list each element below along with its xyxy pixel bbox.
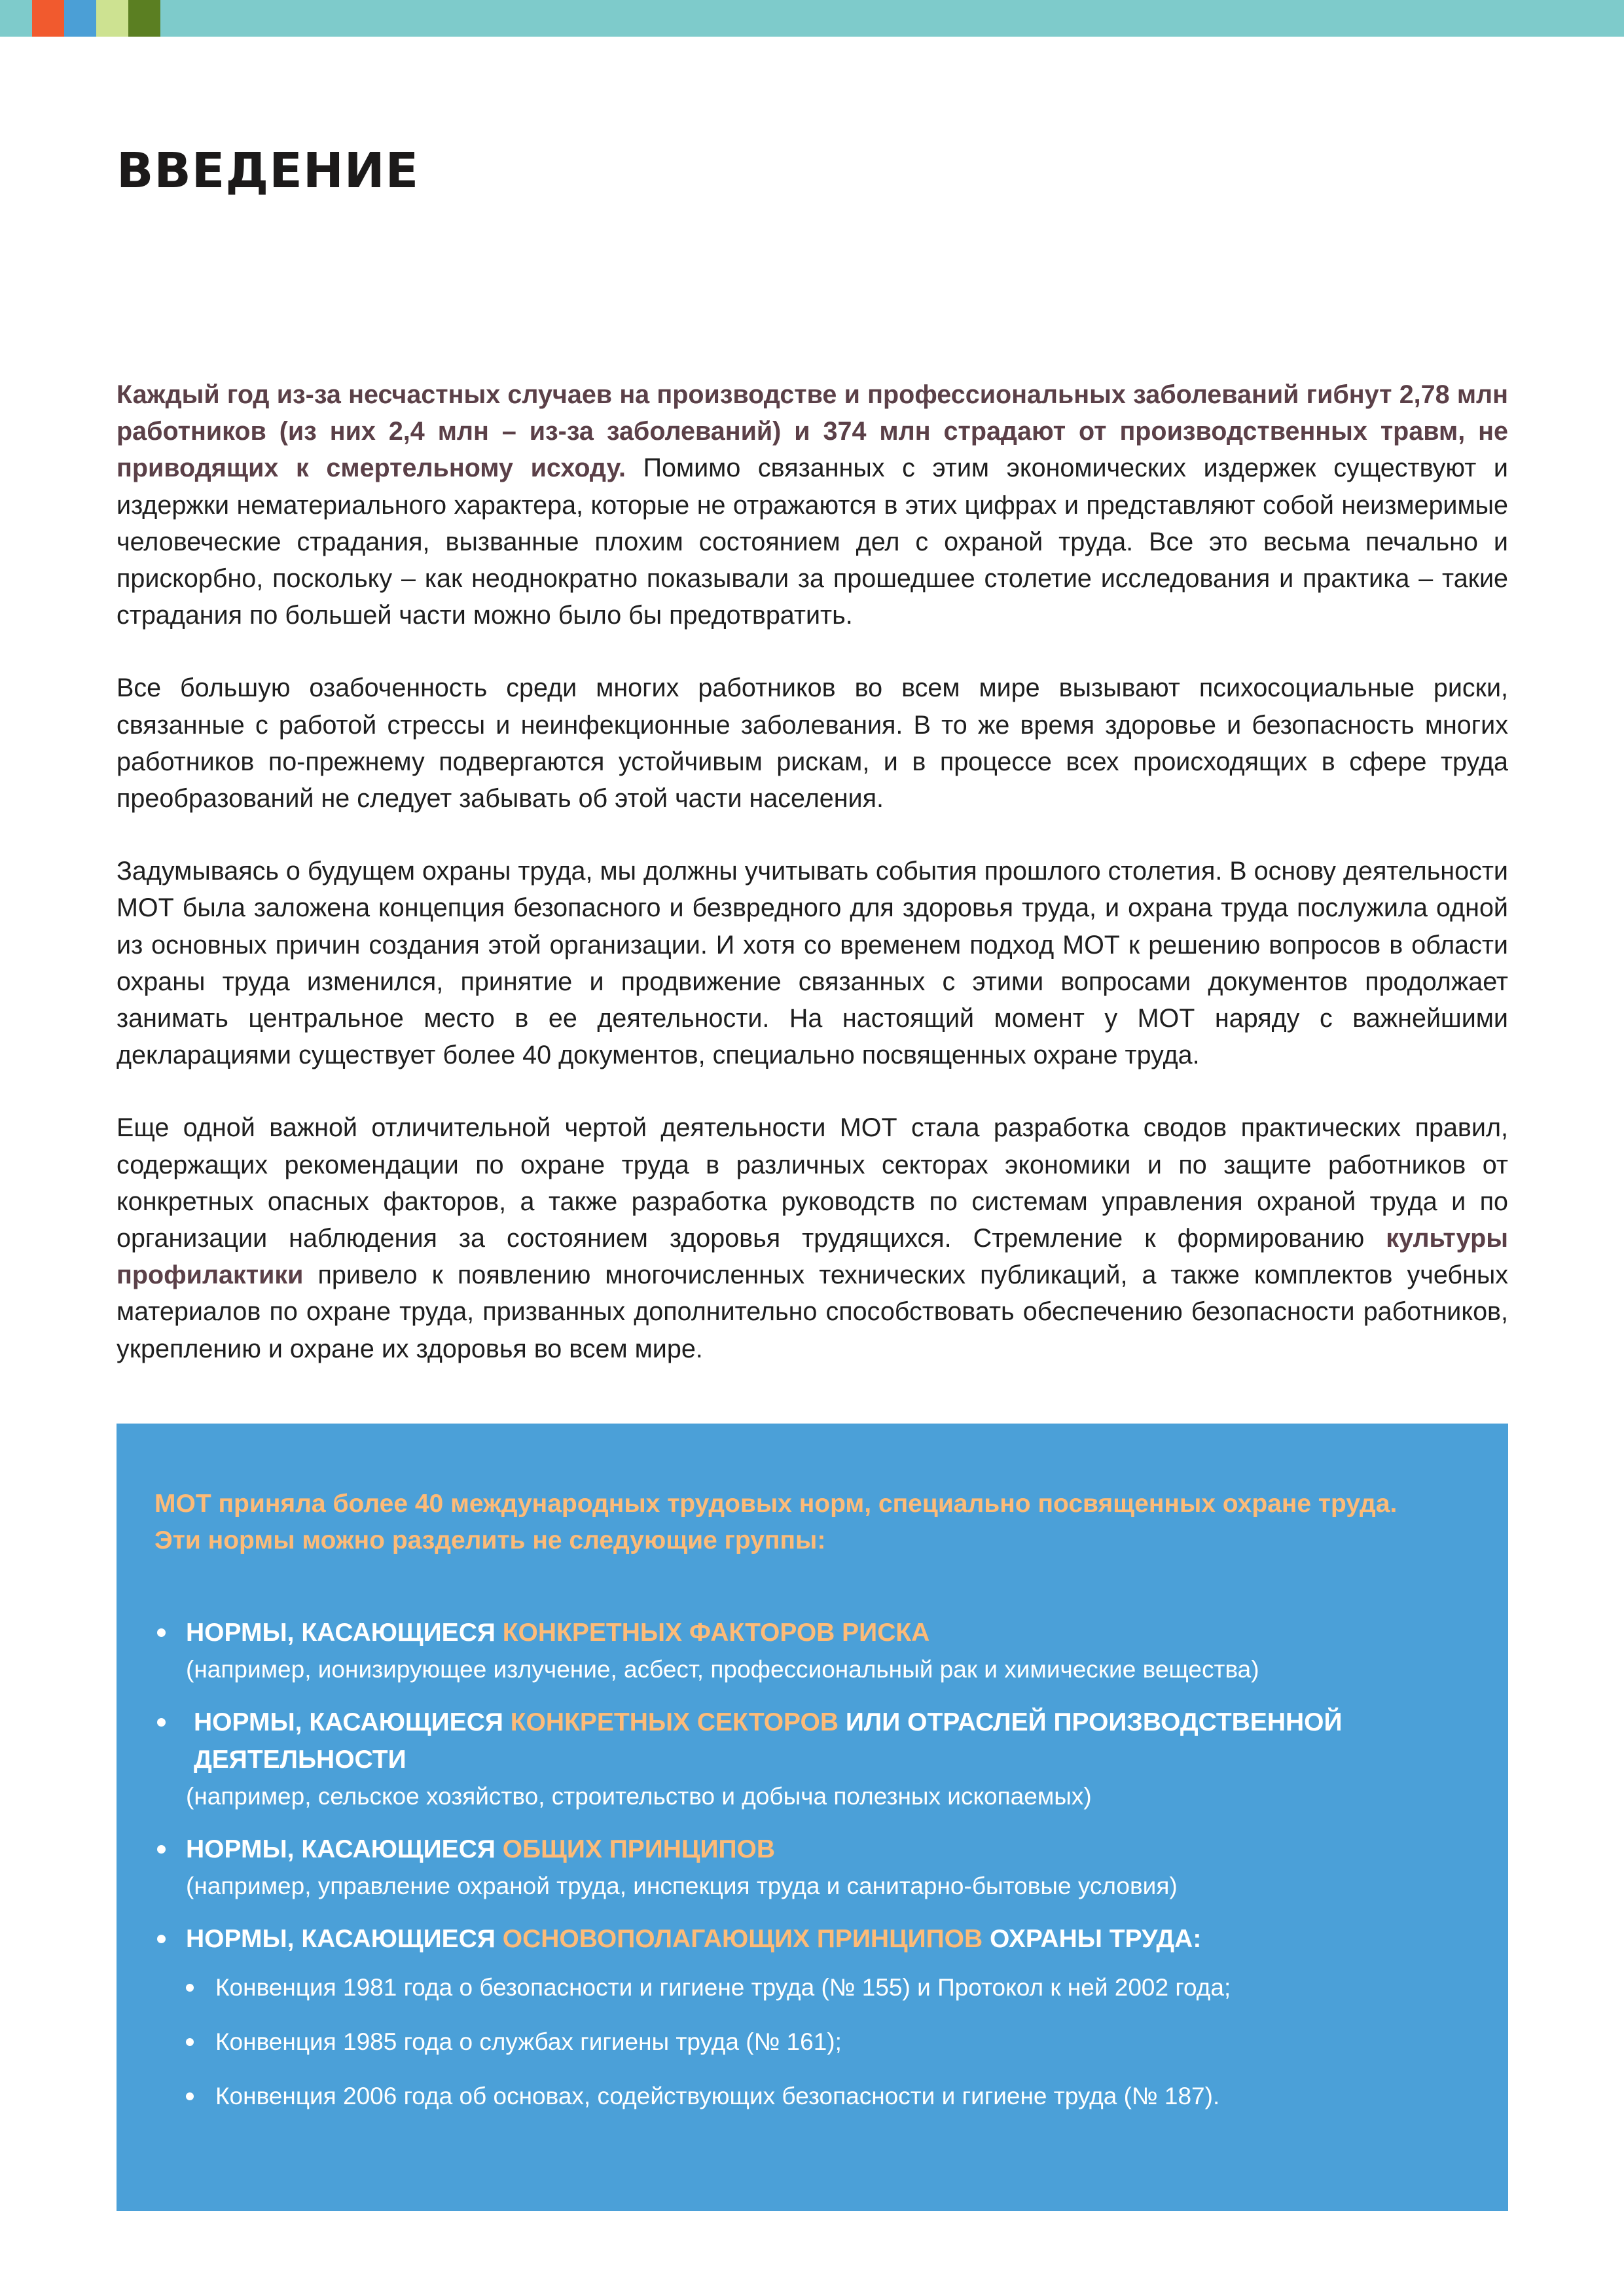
paragraph-4 bbox=[117, 1109, 1508, 1367]
bullet-icon bbox=[157, 1845, 166, 1854]
group-heading bbox=[186, 1831, 1449, 1868]
group-item-risk-factors bbox=[154, 1614, 1449, 1688]
group-example: (например, управление охраной труда, инспекция труда и санитарно-бытовые условия) bbox=[186, 1873, 1178, 1899]
group-heading-suffix: ОХРАНЫ ТРУДА: bbox=[983, 1925, 1202, 1953]
group-heading-accent: ОСНОВОПОЛАГАЮЩИХ ПРИНЦИПОВ bbox=[502, 1925, 983, 1953]
group-heading-accent: КОНКРЕТНЫХ ФАКТОРОВ РИСКА bbox=[502, 1619, 930, 1647]
convention-text: Конвенция 1985 года о службах гигиены труда (№ 161); bbox=[215, 2028, 842, 2055]
bullet-icon bbox=[157, 1628, 166, 1637]
bullet-icon bbox=[157, 1935, 166, 1943]
group-heading bbox=[186, 1614, 1449, 1651]
group-heading-prefix: НОРМЫ, КАСАЮЩИЕСЯ bbox=[186, 1619, 503, 1647]
info-box-intro-line-2: Эти нормы можно разделить не следующие группы: bbox=[154, 1526, 826, 1554]
header-color-bar bbox=[0, 0, 1624, 37]
group-heading-prefix: НОРМЫ, КАСАЮЩИЕСЯ bbox=[186, 1925, 503, 1953]
paragraph-3: Задумываясь о будущем охраны труда, мы должны учитывать события прошлого столетия. В основу деятельности МОТ была заложена концепция безопасного и безвредного для здоровья труда, и охрана труда послужила одной из основных причин создания этой организации. И хотя со временем подход МОТ к решению вопросов в области охраны труда изменился, принятие и продвижение связанных с этими вопросами документов продолжает занимать центральное место в ее деятельности. На настоящий момент у МОТ наряду с важнейшими декларациями существует более 40 документов, специально посвященных охране труда. bbox=[117, 857, 1508, 1070]
group-heading-suffix: ИЛИ ОТРАСЛЕЙ ПРОИЗВОДСТВЕННОЙ ДЕЯТЕЛЬНОСТИ bbox=[194, 1708, 1343, 1774]
paragraph-4-text-after: привело к появлению многочисленных технических публикаций, а также комплектов учебных материалов по охране труда, призванных дополнительно способствовать обеспечению безопасности работников, укреплению и охране их здоровья во всем мире. bbox=[117, 1261, 1508, 1363]
paragraph-2: Все большую озабоченность среди многих работников во всем мире вызывают психосоциальные риски, связанные с работой стрессы и неинфекционные заболевания. В то же время здоровье и безопасность многих работников по-прежнему подвергаются устойчивым рискам, и в процессе всех происходящих в сфере труда преобразований не следует забывать об этой части населения. bbox=[117, 673, 1508, 814]
bullet-icon bbox=[186, 2038, 194, 2046]
paragraph-4-text-before: Еще одной важной отличительной чертой деятельности МОТ стала разработка сводов практических правил, содержащих рекомендации по охране труда в различных секторах экономики и по защите работников от конкретных опасных факторов, а также разработка руководств по системам управления охраной труда и по организации наблюдения за состоянием здоровья трудящихся. Стремление к формированию bbox=[117, 1113, 1508, 1253]
group-example: (например, ионизирующее излучение, асбест, профессиональный рак и химические вещества) bbox=[186, 1656, 1259, 1683]
group-example: (например, сельское хозяйство, строительство и добыча полезных ископаемых) bbox=[186, 1783, 1092, 1810]
page-title: ВВЕДЕНИЕ bbox=[117, 143, 420, 199]
body-text bbox=[117, 376, 1508, 1403]
standards-info-box bbox=[117, 1424, 1508, 2211]
convention-item bbox=[186, 2078, 1449, 2115]
bullet-icon bbox=[186, 2092, 194, 2100]
color-swatch-dark-green bbox=[128, 0, 160, 37]
group-item-general-principles bbox=[154, 1831, 1449, 1905]
group-item-fundamental-principles bbox=[154, 1920, 1449, 2115]
group-item-sectors bbox=[154, 1704, 1449, 1815]
standards-group-list bbox=[154, 1614, 1449, 2115]
convention-text: Конвенция 2006 года об основах, содействующих безопасности и гигиене труда (№ 187). bbox=[215, 2083, 1220, 2109]
info-box-intro-line-1: МОТ приняла более 40 международных трудовых норм, специально посвященных охране труда. bbox=[154, 1490, 1398, 1518]
convention-item bbox=[186, 2024, 1449, 2060]
color-swatch-light-green bbox=[96, 0, 128, 37]
group-heading-accent: КОНКРЕТНЫХ СЕКТОРОВ bbox=[510, 1708, 839, 1736]
color-swatch-blue bbox=[64, 0, 96, 37]
bullet-icon bbox=[186, 1984, 194, 1992]
convention-list bbox=[186, 1969, 1449, 2115]
paragraph-1-highlight: Каждый год из-за несчастных случаев на производстве и профессиональных заболеваний гибнут 2,78 млн работников (из них 2,4 млн – из-за заболеваний) и 374 млн страдают от производственных травм, не приводящих к смертельному исходу. bbox=[117, 380, 1508, 483]
paragraph-1 bbox=[117, 376, 1508, 634]
color-swatch-orange bbox=[32, 0, 64, 37]
paragraph-1-text: Помимо связанных с этим экономических издержек существуют и издержки нематериального характера, которые не отражаются в этих цифрах и представляют собой неизмеримые человеческие страдания, вызванные плохим состоянием дел с охраной труда. Все это весьма печально и прискорбно, поскольку – как неоднократно показывали за прошедшее столетие исследования и практика – такие страдания по большей части можно было бы предотвратить. bbox=[117, 454, 1508, 630]
convention-text: Конвенция 1981 года о безопасности и гигиене труда (№ 155) и Протокол к ней 2002 года; bbox=[215, 1974, 1231, 2001]
paragraph-4-highlight: культуры профилактики bbox=[117, 1224, 1508, 1290]
info-box-intro bbox=[154, 1486, 1449, 1559]
group-heading bbox=[186, 1920, 1449, 1958]
group-heading bbox=[186, 1704, 1449, 1778]
group-heading-prefix: НОРМЫ, КАСАЮЩИЕСЯ bbox=[194, 1708, 511, 1736]
convention-item bbox=[186, 1969, 1449, 2006]
group-heading-prefix: НОРМЫ, КАСАЮЩИЕСЯ bbox=[186, 1835, 503, 1863]
group-heading-accent: ОБЩИХ ПРИНЦИПОВ bbox=[502, 1835, 776, 1863]
bullet-icon bbox=[157, 1718, 166, 1727]
